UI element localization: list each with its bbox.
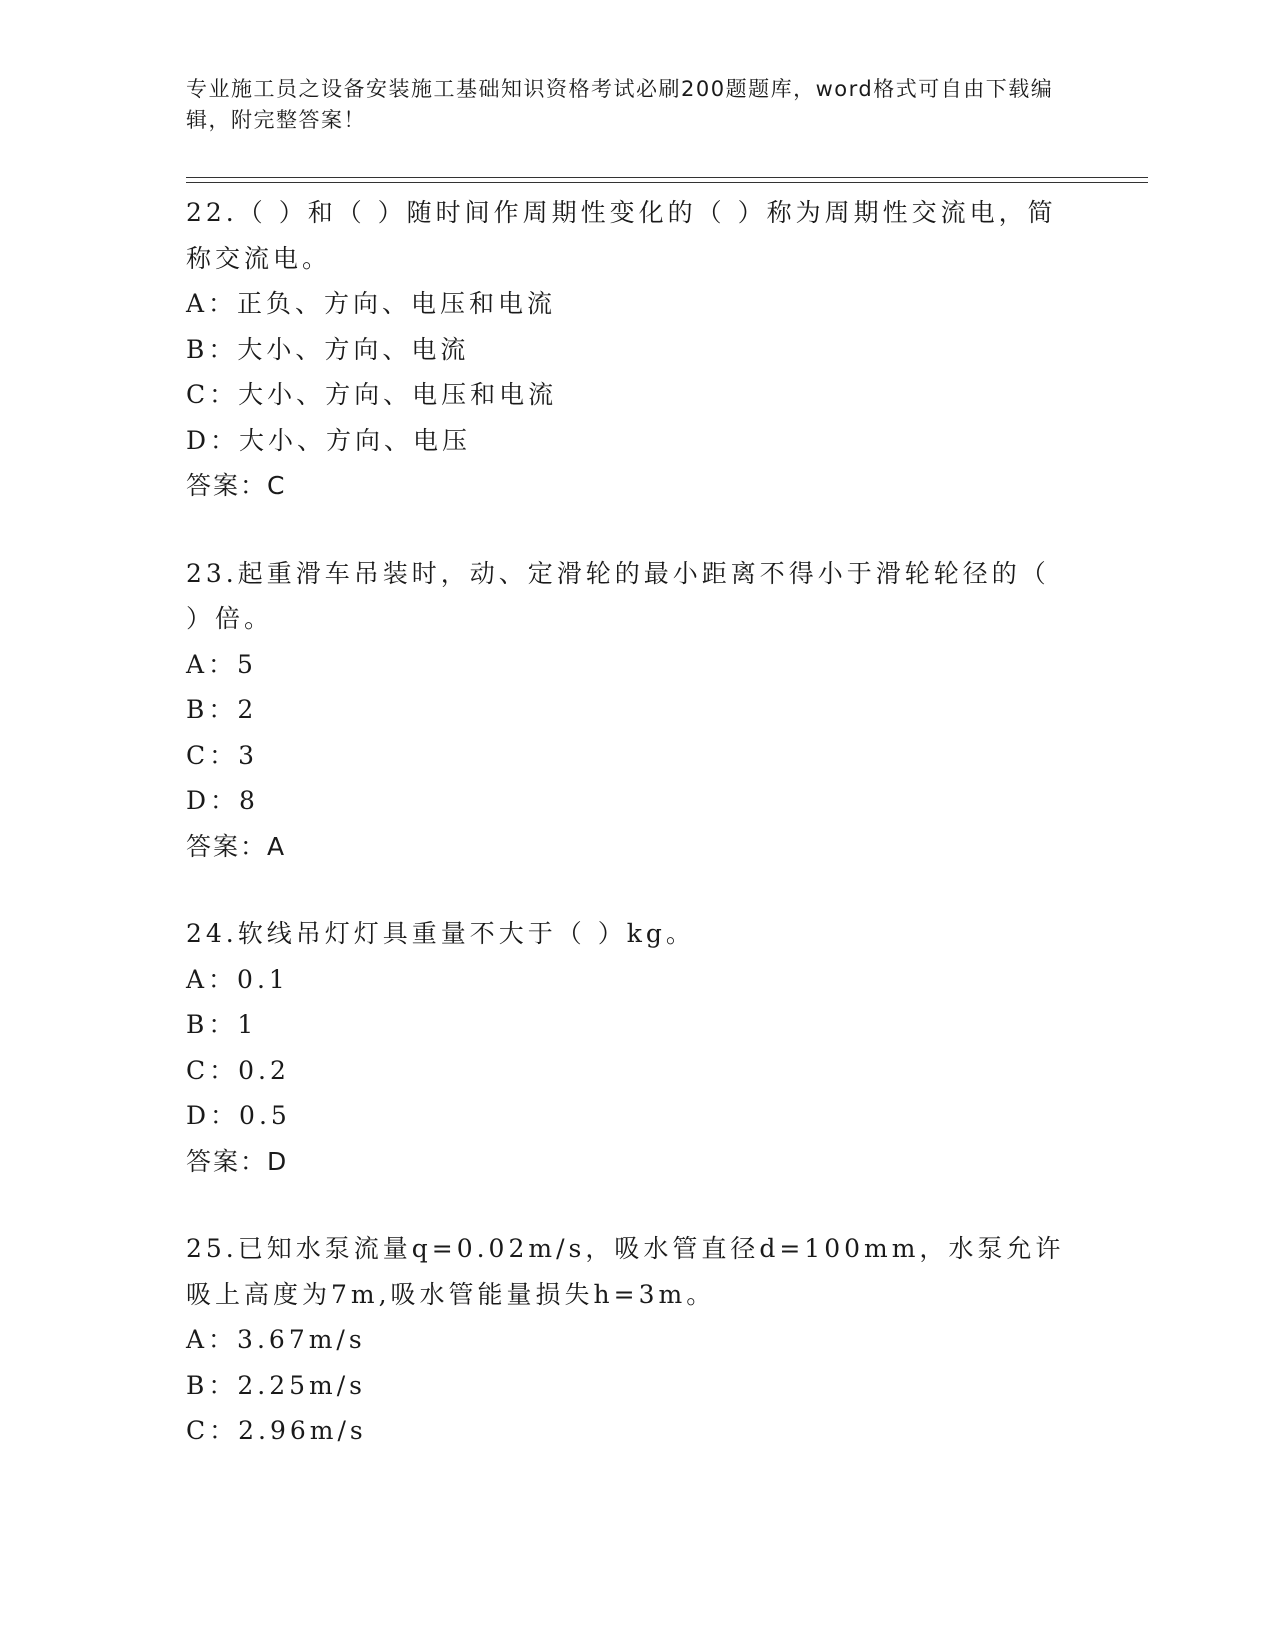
question-23 <box>186 551 1066 870</box>
option-c: C：大小、方向、电压和电流 <box>186 380 558 409</box>
question-text: 24.软线吊灯灯具重量不大于（ ）kg。 <box>186 919 695 948</box>
question-22 <box>186 190 1066 509</box>
question-list <box>186 190 1066 1496</box>
option-d: D：大小、方向、电压 <box>186 425 472 455</box>
question-24 <box>186 911 1066 1184</box>
option-d: D：0.5 <box>186 1101 291 1130</box>
document-header: 专业施工员之设备安装施工基础知识资格考试必刷200题题库，word格式可自由下载编辑，附完整答案！ <box>186 77 1054 132</box>
option-b: B：2.25m/s <box>186 1370 366 1400</box>
option-b: B：大小、方向、电流 <box>186 334 470 364</box>
answer-label: 答案：D <box>186 1146 289 1176</box>
option-b: B：2 <box>186 695 258 724</box>
question-25 <box>186 1226 1066 1454</box>
answer-label: 答案：A <box>186 831 287 861</box>
question-text: 23.起重滑车吊装时，动、定滑轮的最小距离不得小于滑轮轮径的（ ）倍。 <box>186 558 1050 633</box>
option-a: A：0.1 <box>186 964 289 994</box>
option-a: A：正负、方向、电压和电流 <box>186 289 557 318</box>
answer-label: 答案：C <box>186 471 287 500</box>
option-c: C：2.96m/s <box>186 1416 367 1445</box>
option-c: C：0.2 <box>186 1055 290 1085</box>
option-c: C：3 <box>186 740 259 770</box>
question-text: 22.（ ）和（ ）随时间作周期性变化的（ ）称为周期性交流电，简称交流电。 <box>186 198 1057 273</box>
header-divider-top <box>186 177 1148 178</box>
option-d: D：8 <box>186 786 259 815</box>
question-text: 25.已知水泵流量q=0.02m/s，吸水管直径d=100mm，水泵允许吸上高度为7m,吸水管能量损失h=3m。 <box>186 1234 1065 1309</box>
header-divider-bottom <box>186 182 1148 183</box>
option-a: A：3.67m/s <box>186 1325 366 1354</box>
option-b: B：1 <box>186 1010 258 1039</box>
option-a: A：5 <box>186 649 257 679</box>
